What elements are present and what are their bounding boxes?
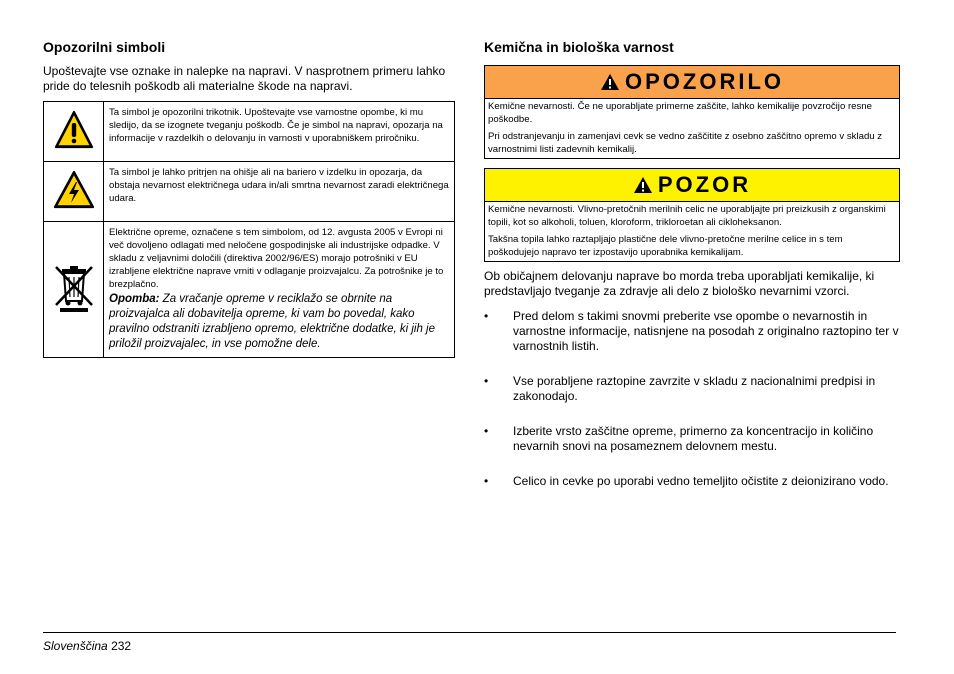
warning-triangle-icon: [54, 110, 94, 150]
chemical-paragraph: Ob običajnem delovanju naprave bo morda treba uporabljati kemikalije, ki predstavljajo tveganje za zdravje ali delo z biološko nevarnimi vzorci.: [484, 269, 875, 298]
caution-box: [484, 168, 900, 262]
list-item: [484, 374, 900, 404]
list-item-text: Vse porabljene raztopine zavrzite v skladu z nacionalnimi predpisi in zakonodajo.: [513, 374, 876, 403]
section-heading-chemical-safety: Kemična in biološka varnost: [484, 39, 674, 55]
warning-header: [485, 66, 899, 99]
caution-label: POZOR: [657, 172, 752, 197]
note: [109, 292, 450, 352]
note-label: Opomba:: [109, 293, 160, 305]
note-text: Za vračanje opreme v reciklažo se obrnite na proizvajalca ali dobavitelja opreme, ki vam bo povedal, kako pravilno odstraniti izrabljeno opremo, električne dodatke, ki jih je priložil proizvajalec, in vse pomožne dele.: [109, 293, 436, 350]
caution-header: [485, 169, 899, 202]
warning-box: [484, 65, 900, 159]
warning-label: OPOZORILO: [625, 69, 784, 94]
bullet-marker: •: [484, 309, 489, 323]
icon-cell: [44, 222, 104, 358]
section-heading-warning-symbols: Opozorilni simboli: [43, 39, 166, 55]
page-footer: [43, 639, 131, 653]
table-row: [44, 102, 455, 162]
caution-body: [485, 202, 899, 261]
right-column: [484, 38, 900, 509]
icon-cell: [44, 102, 104, 162]
list-item-text: Celico in cevke po uporabi vedno temeljito očistite z deioniziranо vodo.: [513, 474, 889, 488]
list-item: [484, 309, 900, 354]
symbol-description: [104, 222, 455, 358]
symbol-description: Ta simbol je opozorilni trikotnik. Upoštevajte vse varnostne opombe, ki mu sledijo, da se izognete tveganju poškodb. Če je simbol na napravi, opozarja na informacije v razdelkih o delovanju in varnosti v uporabniškem priročniku.: [104, 102, 455, 162]
symbols-table: [43, 101, 455, 358]
safety-bullet-list: [484, 309, 900, 489]
list-item: [484, 474, 900, 489]
footer-language: Slovenščina: [43, 639, 108, 653]
table-row: [44, 222, 455, 358]
intro-paragraph: Upoštevajte vse oznake in nalepke na napravi. V nasprotnem primeru lahko pride do telesnih poškodb ali materialne škode na napravi.: [43, 64, 446, 93]
list-item: [484, 424, 900, 454]
warning-line: Pri odstranjevanju in zamenjavi cevk se vedno zaščitite z osebno zaščitno opremo v skladu z varnostnimi listi zadevnih kemikalij.: [488, 131, 883, 155]
footer-rule: [43, 632, 896, 633]
symbol-description: Ta simbol je lahko pritrjen na ohišje ali na bariero v izdelku in opozarja, da obstaja nevarnost električnega udara in/ali smrtna nevarnost zaradi električnega udara.: [104, 162, 455, 222]
weee-text: Električne opreme, označene s tem simbolom, od 12. avgusta 2005 v Evropi ni več dovoljeno odlagati med neločene gospodinjske ali industrijske odpadke. V skladu z veljavnimi določili (direktiva 2002/96/ES) morajo potrošniki v EU izrabljene električne naprave vrniti v odlaganje proizvajalcu. Za potrošnike je to brezplačno.: [109, 227, 444, 290]
bullet-marker: •: [484, 474, 489, 488]
left-column: [43, 38, 455, 358]
list-item-text: Pred delom s takimi snovmi preberite vse opombe o nevarnostih in varnostne informacije, natisnjene na posodah z originalno raztopino ter v varnostnih listih.: [513, 309, 899, 353]
table-row: [44, 162, 455, 222]
page-number: 232: [111, 639, 132, 653]
warning-triangle-icon: [600, 73, 620, 91]
electrical-hazard-icon: [53, 170, 95, 210]
caution-line: Takšna topila lahko raztapljajo plastične dele vlivno-pretočne merilne celice in s tem poškodujejo napravo ter izpostavijo uporabnika kemikalijam.: [488, 234, 843, 258]
bullet-marker: •: [484, 374, 489, 388]
icon-cell: [44, 162, 104, 222]
warning-triangle-icon: [633, 176, 653, 194]
warning-body: [485, 99, 899, 158]
crossed-bin-icon: [51, 263, 97, 313]
bullet-marker: •: [484, 424, 489, 438]
list-item-text: Izberite vrsto zaščitne opreme, primerno za koncentracijo in količino nevarnih snovi na posameznem delovnem mestu.: [513, 424, 874, 453]
caution-line: Kemične nevarnosti. Vlivno-pretočnih merilnih celic ne uporabljajte pri preizkusih z organskimi topili, kot so alkoholi, toluen, kloroform, trikloroetan ali cikloheksanon.: [488, 204, 886, 228]
warning-line: Kemične nevarnosti. Če ne uporabljate primerne zaščite, lahko kemikalije povzročijo resne poškodbe.: [488, 101, 872, 125]
